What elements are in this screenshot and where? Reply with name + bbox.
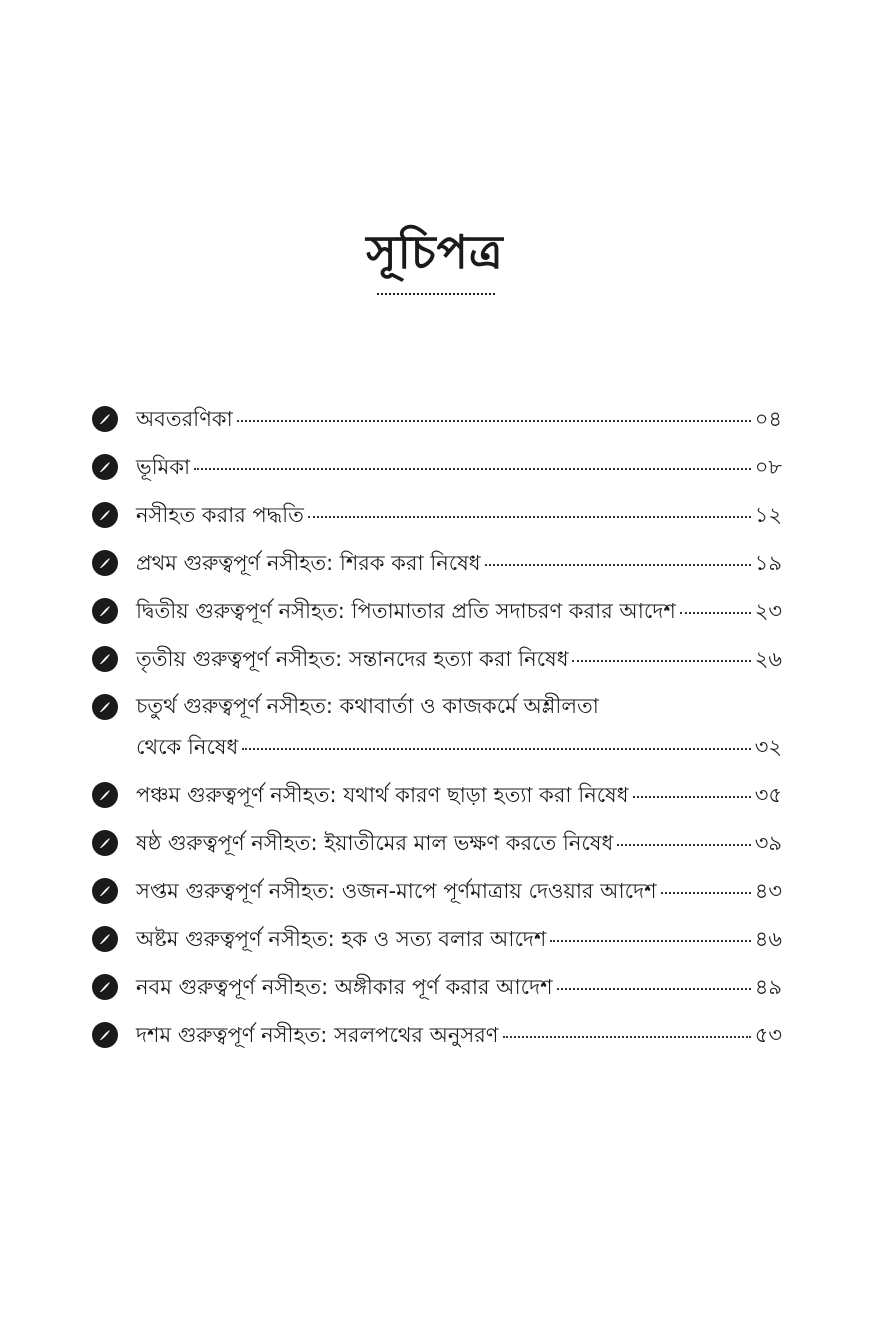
toc-item-label: দ্বিতীয় গুরুত্বপূর্ণ নসীহত: পিতামাতার প্রতি সদাচরণ করার আদেশ xyxy=(136,599,676,623)
quill-bullet-icon xyxy=(92,926,118,952)
toc-item-page: ৫৩ xyxy=(754,1023,782,1047)
toc-item-label: ভূমিকা xyxy=(136,455,191,479)
toc-item-preface[interactable] xyxy=(92,446,782,488)
toc-item-advice-3[interactable] xyxy=(92,638,782,680)
title-dotted-rule xyxy=(377,293,495,295)
toc-item-page: ০৪ xyxy=(754,407,782,431)
toc-item-page: ৩৫ xyxy=(754,783,782,807)
quill-bullet-icon xyxy=(92,694,118,720)
toc-item-label-line-1: চতুর্থ গুরুত্বপূর্ণ নসীহত: কথাবার্তা ও কাজকর্মে অশ্লীলতা xyxy=(136,694,599,718)
quill-bullet-icon xyxy=(92,878,118,904)
dot-leader xyxy=(485,564,751,566)
dot-leader xyxy=(308,516,751,518)
toc-item-page: ৪৩ xyxy=(754,879,782,903)
dot-leader xyxy=(242,748,750,750)
toc-item-page: ৩৯ xyxy=(754,831,782,855)
dot-leader xyxy=(572,660,750,662)
quill-bullet-icon xyxy=(92,782,118,808)
toc-item-page: ৩২ xyxy=(754,735,782,759)
toc-item-advice-7[interactable] xyxy=(92,870,782,912)
toc-item-label: প্রথম গুরুত্বপূর্ণ নসীহত: শিরক করা নিষেধ xyxy=(136,551,481,575)
toc-item-introduction[interactable] xyxy=(92,398,782,440)
dot-leader xyxy=(550,940,750,942)
toc-item-label: দশম গুরুত্বপূর্ণ নসীহত: সরলপথের অনুসরণ xyxy=(136,1023,499,1047)
toc-item-advice-6[interactable] xyxy=(92,822,782,864)
toc-item-label: ষষ্ঠ গুরুত্বপূর্ণ নসীহত: ইয়াতীমের মাল ভক্ষণ করতে নিষেধ xyxy=(136,831,614,855)
quill-bullet-icon xyxy=(92,598,118,624)
toc-item-advice-2[interactable] xyxy=(92,590,782,632)
dot-leader xyxy=(633,796,751,798)
dot-leader xyxy=(194,468,751,470)
toc-item-label-line-2: থেকে নিষেধ xyxy=(136,735,239,759)
dot-leader xyxy=(661,892,751,894)
dot-leader xyxy=(503,1036,751,1038)
dot-leader xyxy=(680,612,751,614)
quill-bullet-icon xyxy=(92,550,118,576)
toc-item-page: ২৬ xyxy=(754,647,782,671)
quill-bullet-icon xyxy=(92,646,118,672)
toc-item-label: নসীহত করার পদ্ধতি xyxy=(136,503,304,527)
toc-item-label: অবতরণিকা xyxy=(136,407,233,431)
toc-item-page: ৪৬ xyxy=(754,927,782,951)
toc-item-label: অষ্টম গুরুত্বপূর্ণ নসীহত: হক ও সত্য বলার আদেশ xyxy=(136,927,547,951)
page-title: সূচিপত্র xyxy=(366,225,504,279)
toc-item-label: পঞ্চম গুরুত্বপূর্ণ নসীহত: যথার্থ কারণ ছাড়া হত্যা করা নিষেধ xyxy=(136,783,629,807)
toc-item-page: ০৮ xyxy=(754,455,782,479)
quill-bullet-icon xyxy=(92,974,118,1000)
toc-item-page: ২৩ xyxy=(754,599,782,623)
toc-item-advice-5[interactable] xyxy=(92,774,782,816)
quill-bullet-icon xyxy=(92,406,118,432)
toc-item-advice-8[interactable] xyxy=(92,918,782,960)
toc-item-label: তৃতীয় গুরুত্বপূর্ণ নসীহত: সন্তানদের হত্যা করা নিষেধ xyxy=(136,647,569,671)
quill-bullet-icon xyxy=(92,502,118,528)
toc-item-page: ১৯ xyxy=(754,551,782,575)
toc-item-page: ১২ xyxy=(754,503,782,527)
quill-bullet-icon xyxy=(92,830,118,856)
toc-item-label: নবম গুরুত্বপূর্ণ নসীহত: অঙ্গীকার পূর্ণ করার আদেশ xyxy=(136,975,553,999)
toc-item-advice-9[interactable] xyxy=(92,966,782,1008)
quill-bullet-icon xyxy=(92,1022,118,1048)
toc-item-advice-4[interactable] xyxy=(92,686,782,768)
dot-leader xyxy=(237,420,751,422)
toc-item-advice-10[interactable] xyxy=(92,1014,782,1056)
toc-item-page: ৪৯ xyxy=(754,975,782,999)
quill-bullet-icon xyxy=(92,454,118,480)
toc-item-label: সপ্তম গুরুত্বপূর্ণ নসীহত: ওজন-মাপে পূর্ণমাত্রায় দেওয়ার আদেশ xyxy=(136,879,657,903)
toc-item-advice-1[interactable] xyxy=(92,542,782,584)
toc-item-method[interactable] xyxy=(92,494,782,536)
dot-leader xyxy=(557,988,751,990)
dot-leader xyxy=(617,844,751,846)
table-of-contents xyxy=(92,398,782,1056)
